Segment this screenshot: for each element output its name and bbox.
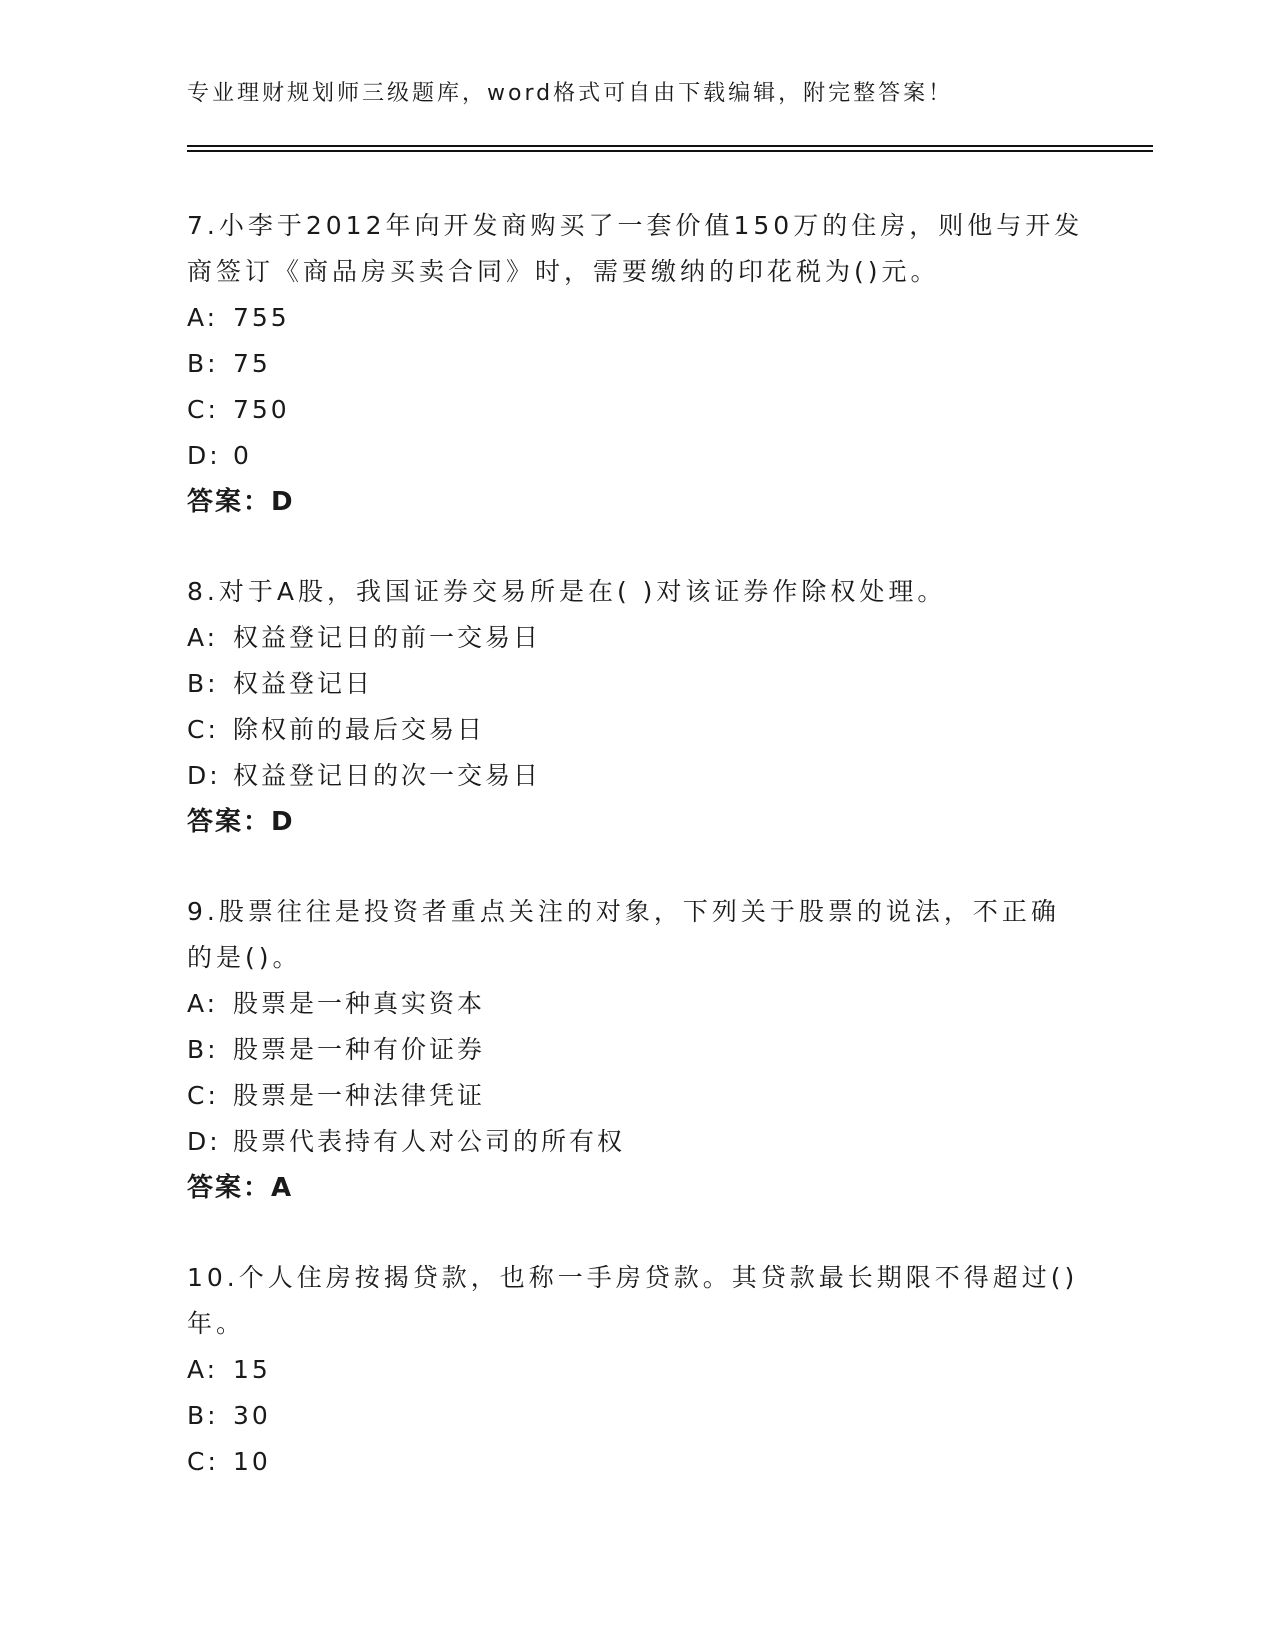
question-text: 8.对于A股，我国证券交易所是在( )对该证券作除权处理。 — [187, 577, 947, 606]
option-d — [187, 753, 1087, 799]
option-b — [187, 1393, 1087, 1439]
option-text: 15 — [233, 1355, 271, 1384]
question-text: 10.个人住房按揭贷款，也称一手房贷款。其贷款最长期限不得超过()年。 — [187, 1263, 1079, 1338]
option-key: D: — [187, 441, 221, 470]
question-8 — [187, 569, 1087, 845]
option-key: C: — [187, 715, 219, 744]
option-key: A: — [187, 303, 219, 332]
option-c — [187, 387, 1087, 433]
option-b — [187, 661, 1087, 707]
question-7 — [187, 203, 1087, 525]
option-d — [187, 1119, 1087, 1165]
option-b — [187, 341, 1087, 387]
question-text: 9.股票往往是投资者重点关注的对象，下列关于股票的说法，不正确的是()。 — [187, 897, 1060, 972]
question-text: 7.小李于2012年向开发商购买了一套价值150万的住房，则他与开发商签订《商品房买卖合同》时，需要缴纳的印花税为()元。 — [187, 211, 1084, 286]
header-divider — [187, 150, 1153, 152]
option-text: 股票是一种法律凭证 — [233, 1081, 486, 1110]
option-key: A: — [187, 989, 219, 1018]
option-text: 权益登记日的前一交易日 — [233, 623, 542, 652]
option-a — [187, 981, 1087, 1027]
answer-line: 答案：D — [187, 487, 295, 517]
option-text: 30 — [233, 1401, 271, 1430]
option-text: 权益登记日 — [233, 669, 374, 698]
option-key: B: — [187, 1401, 219, 1430]
question-10 — [187, 1255, 1087, 1485]
option-text: 75 — [233, 349, 271, 378]
option-a — [187, 615, 1087, 661]
option-key: C: — [187, 1447, 219, 1476]
option-key: A: — [187, 623, 219, 652]
option-text: 权益登记日的次一交易日 — [233, 761, 542, 790]
option-a — [187, 1347, 1087, 1393]
question-list — [187, 203, 1087, 1529]
option-key: D: — [187, 761, 221, 790]
option-b — [187, 1027, 1087, 1073]
option-key: C: — [187, 395, 219, 424]
option-c — [187, 1439, 1087, 1485]
option-text: 股票是一种有价证券 — [233, 1035, 486, 1064]
option-c — [187, 707, 1087, 753]
option-text: 750 — [233, 395, 290, 424]
option-text: 股票是一种真实资本 — [233, 989, 486, 1018]
option-key: B: — [187, 349, 219, 378]
option-text: 除权前的最后交易日 — [233, 715, 486, 744]
option-text: 10 — [233, 1447, 271, 1476]
option-d — [187, 433, 1087, 479]
option-key: A: — [187, 1355, 219, 1384]
option-key: B: — [187, 669, 219, 698]
option-key: B: — [187, 1035, 219, 1064]
option-c — [187, 1073, 1087, 1119]
option-key: C: — [187, 1081, 219, 1110]
answer-line: 答案：A — [187, 1173, 294, 1203]
page-header: 专业理财规划师三级题库，word格式可自由下载编辑，附完整答案！ — [187, 81, 954, 106]
option-text: 755 — [233, 303, 290, 332]
answer-line: 答案：D — [187, 807, 295, 837]
question-9 — [187, 889, 1087, 1211]
header-divider — [187, 145, 1153, 147]
option-a — [187, 295, 1087, 341]
option-text: 股票代表持有人对公司的所有权 — [233, 1127, 626, 1156]
option-text: 0 — [233, 441, 252, 470]
option-key: D: — [187, 1127, 221, 1156]
